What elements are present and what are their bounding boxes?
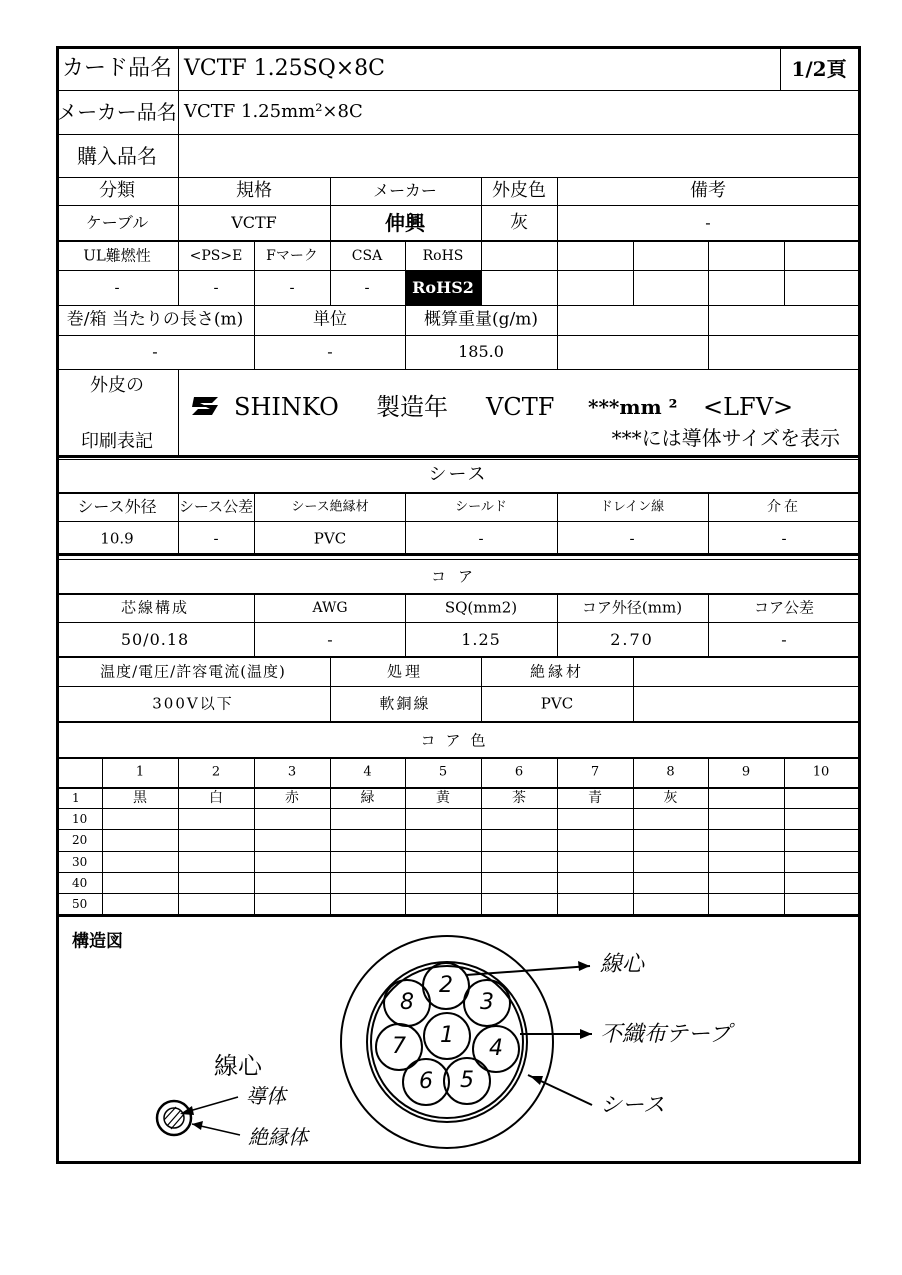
core-value-sq: 1.25 [461,630,501,649]
core-color-cell: 茶 [512,789,526,806]
structure-title: 構造図 [72,931,123,952]
rating-header-treatment: 処理 [386,662,424,681]
print-label-bottom: 印刷表記 [81,431,153,452]
arrow-core [578,961,590,971]
arrow-tape [580,1029,592,1039]
print-note: ***には導体サイズを表示 [611,426,840,450]
sheath-value-filler: - [781,529,787,548]
pack-value-weight: 185.0 [458,342,504,361]
label-tape: 不織布テープ [600,1022,731,1047]
core-color-row-label: 50 [72,896,88,911]
core-number-8: 8 [400,990,414,1015]
core-color-row-label: 40 [72,875,88,890]
core-number-5: 5 [460,1068,474,1093]
class-value-remarks: - [705,213,711,232]
core-color-cell: 青 [588,789,602,806]
class-header-remarks: 備考 [690,180,726,201]
sheath-value-drain: - [629,529,635,548]
class-header-color: 外皮色 [492,180,546,201]
pack-header-weight: 概算重量(g/m) [424,309,538,330]
sheath-header-insulation: シース絶縁材 [291,499,369,515]
label-insulator: 絶縁体 [248,1125,308,1149]
core-header-awg: AWG [312,600,348,616]
page-number: 1/2頁 [791,57,847,81]
cert-header-pse: <PS>E [189,248,243,264]
cert-value-rohs: RoHS2 [412,278,474,297]
print-size: ***mm ² [588,395,678,419]
pack-value-length: - [152,342,158,361]
sheath-header-shield: シールド [455,499,507,515]
core-color-col-header: 3 [287,764,297,780]
class-header-maker: メーカー [373,181,437,200]
core-color-col-header: 2 [211,764,221,780]
sheath-header-filler: 介在 [767,499,801,515]
print-type: VCTF [486,393,555,421]
core-header-od: コア外径(mm) [581,598,683,617]
core-header-tolerance: コア公差 [753,598,815,617]
pack-header-length: 巻/箱 当たりの長さ(m) [66,309,244,330]
label-sheath: シース [600,1093,665,1118]
purchase-label: 購入品名 [77,144,157,168]
maker-value: VCTF 1.25mm²×8C [184,101,363,122]
print-label-top: 外皮の [90,375,144,396]
core-color-row-label: 20 [72,833,88,847]
core-color-col-header: 10 [812,764,830,780]
core-color-col-header: 4 [363,764,372,780]
core-title: コア [430,567,486,586]
core-color-cell: 緑 [360,789,375,806]
class-value-category: ケーブル [85,213,149,232]
core-color-row-label: 30 [72,854,88,869]
print-brand: SHINKO [234,393,339,421]
class-value-standard: VCTF [231,213,277,232]
core-color-col-header: 8 [666,764,675,780]
leader-conductor [186,1097,238,1112]
sheath-value-tolerance: - [213,529,219,548]
sheath-title: シース [428,464,488,485]
core-header-strands: 芯線構成 [120,598,190,617]
core-color-cell: 灰 [663,789,678,806]
sheath-header-drain: ドレイン線 [599,499,665,515]
sheath-header-od: シース外径 [77,497,157,516]
card-value: VCTF 1.25SQ×8C [184,56,386,81]
core-color-row-label: 1 [72,790,80,805]
rating-header-insulation: 絶縁材 [529,662,585,681]
core-color-title: コア色 [420,731,496,750]
core-number-7: 7 [392,1034,406,1059]
pack-value-unit: - [327,342,333,361]
arrow-insulator [192,1121,203,1130]
label-core: 線心 [600,952,645,977]
print-year: 製造年 [376,393,448,421]
print-lfv: <LFV> [703,393,794,421]
cert-header-rohs: RoHS [422,248,464,264]
sheath-header-tolerance: シース公差 [178,497,254,516]
cert-header-fmark: Fマーク [266,248,318,264]
core-number-3: 3 [480,990,494,1015]
core-value-tolerance: - [781,630,787,649]
core-color-col-header: 7 [590,764,600,780]
class-header-standard: 規格 [236,180,272,201]
cert-header-ul: UL難燃性 [83,246,151,265]
cert-header-csa: CSA [351,248,383,264]
rating-value-insulation: PVC [540,694,574,713]
cert-value-ul: - [114,278,120,297]
class-value-maker: 伸興 [385,211,425,235]
core-value-strands: 50/0.18 [120,630,190,649]
core-color-col-header: 6 [514,764,524,780]
label-conductor: 導体 [246,1084,286,1108]
core-header-sq: SQ(mm2) [444,598,518,617]
core-color-col-header: 1 [135,764,145,780]
core-color-cell: 白 [209,789,223,806]
core-color-row-label: 10 [72,811,88,826]
cert-value-fmark: - [289,278,295,297]
pack-header-unit: 単位 [313,309,347,330]
core-color-col-header: 9 [741,764,751,780]
sheath-value-shield: - [478,529,484,548]
rating-value-voltage: 300V以下 [152,694,234,713]
core-color-cell: 黄 [436,789,450,806]
cert-value-csa: - [364,278,370,297]
rating-value-treatment: 軟銅線 [379,694,431,713]
detail-title: 線心 [214,1052,262,1080]
cert-value-pse: - [213,278,219,297]
core-value-awg: - [327,630,333,649]
card-label: カード品名 [61,56,173,81]
core-number-1: 1 [440,1023,454,1048]
class-header-category: 分類 [99,180,135,201]
rating-header-conditions: 温度/電圧/許容電流(温度) [100,662,286,681]
core-color-col-header: 5 [438,764,448,780]
core-number-2: 2 [439,973,453,998]
core-number-4: 4 [489,1036,503,1061]
arrow-sheath [530,1076,543,1085]
core-color-cell: 黒 [133,789,147,806]
sheath-value-insulation: PVC [313,529,347,548]
sheath-value-od: 10.9 [100,529,134,548]
class-value-color: 灰 [510,212,528,233]
core-value-od: 2.70 [610,630,654,649]
core-number-6: 6 [419,1069,433,1094]
maker-label: メーカー品名 [57,100,177,124]
core-color-cell: 赤 [285,789,299,806]
